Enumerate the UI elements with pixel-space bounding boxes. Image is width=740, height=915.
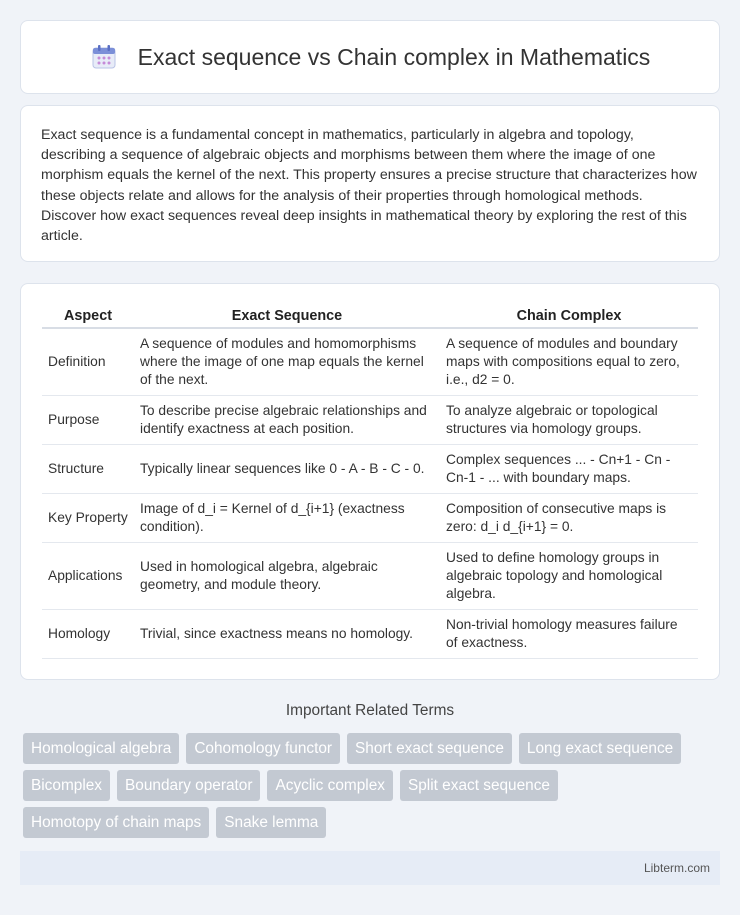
- intro-card: [20, 105, 720, 262]
- intro-text: Exact sequence is a fundamental concept in mathematics, particularly in algebra and topology, describing a sequence of algebraic objects and morphisms between them where the image of one morphism equals the kernel of the next. This property ensures a precise structure that characterizes how these objects relate and allows for the analysis of their properties through homological methods. Discover how exact sequences reveal deep insights in mathematical theory by exploring the rest of this article.: [41, 127, 697, 245]
- header-chain-complex: Chain Complex: [440, 305, 698, 329]
- footer-site-link[interactable]: Libterm.com: [643, 861, 710, 875]
- cell-chain: A sequence of modules and boundary maps with compositions equal to zero, i.e., d2 = 0.: [440, 329, 698, 396]
- footer: [20, 851, 720, 885]
- related-term-tag[interactable]: Boundary operator: [117, 770, 260, 801]
- related-term-tag[interactable]: Bicomplex: [23, 770, 110, 801]
- related-term-tag[interactable]: Snake lemma: [216, 807, 326, 838]
- table-row: [42, 610, 698, 659]
- cell-aspect: Purpose: [42, 396, 134, 445]
- calendar-icon: [90, 43, 118, 71]
- related-term-tag[interactable]: Homotopy of chain maps: [23, 807, 209, 838]
- related-terms-list: [23, 733, 723, 844]
- related-term-tag[interactable]: Cohomology functor: [186, 733, 340, 764]
- cell-exact: Trivial, since exactness means no homology.: [134, 610, 440, 659]
- table-header-row: [42, 305, 698, 329]
- cell-exact: A sequence of modules and homomorphisms where the image of one map equals the kernel of the next.: [134, 329, 440, 396]
- cell-aspect: Homology: [42, 610, 134, 659]
- cell-chain: Non-trivial homology measures failure of exactness.: [440, 610, 698, 659]
- header-exact-sequence: Exact Sequence: [134, 305, 440, 329]
- cell-chain: To analyze algebraic or topological structures via homology groups.: [440, 396, 698, 445]
- related-terms-title: Important Related Terms: [285, 702, 455, 719]
- header-aspect: Aspect: [42, 305, 134, 329]
- related-term-tag[interactable]: Split exact sequence: [400, 770, 558, 801]
- cell-aspect: Structure: [42, 445, 134, 494]
- comparison-table: [42, 305, 698, 659]
- table-row: [42, 329, 698, 396]
- cell-chain: Used to define homology groups in algebraic topology and homological algebra.: [440, 543, 698, 610]
- header-card: [20, 20, 720, 94]
- cell-chain: Composition of consecutive maps is zero: d_i d_{i+1} = 0.: [440, 494, 698, 543]
- table-row: [42, 543, 698, 610]
- table-row: [42, 396, 698, 445]
- cell-exact: To describe precise algebraic relationships and identify exactness at each position.: [134, 396, 440, 445]
- cell-aspect: Key Property: [42, 494, 134, 543]
- related-term-tag[interactable]: Short exact sequence: [347, 733, 512, 764]
- table-row: [42, 494, 698, 543]
- cell-aspect: Applications: [42, 543, 134, 610]
- cell-exact: Image of d_i = Kernel of d_{i+1} (exactness condition).: [134, 494, 440, 543]
- cell-exact: Typically linear sequences like 0 - A - B - C - 0.: [134, 445, 440, 494]
- comparison-table-card: [20, 283, 720, 680]
- related-term-tag[interactable]: Homological algebra: [23, 733, 179, 764]
- cell-chain: Complex sequences ... - Cn+1 - Cn - Cn-1 - ... with boundary maps.: [440, 445, 698, 494]
- cell-exact: Used in homological algebra, algebraic geometry, and module theory.: [134, 543, 440, 610]
- page-title: Exact sequence vs Chain complex in Mathematics: [137, 43, 651, 70]
- related-term-tag[interactable]: Long exact sequence: [519, 733, 681, 764]
- table-row: [42, 445, 698, 494]
- cell-aspect: Definition: [42, 329, 134, 396]
- related-term-tag[interactable]: Acyclic complex: [267, 770, 392, 801]
